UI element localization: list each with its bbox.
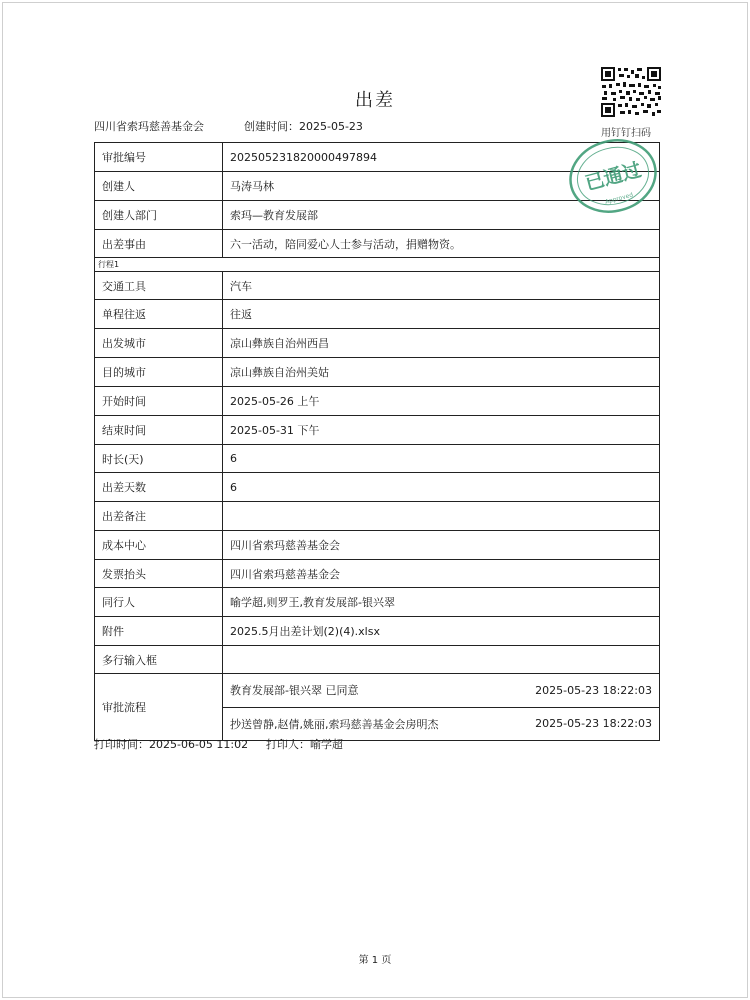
- field-value: [223, 646, 660, 673]
- form-row: [95, 588, 660, 617]
- field-value: 往返: [223, 300, 660, 328]
- approval-step: [223, 707, 659, 741]
- field-value: 六一活动，陪同爱心人士参与活动，捐赠物资。: [223, 230, 660, 257]
- field-value: 凉山彝族自治州西昌: [223, 329, 660, 357]
- created-label: 创建时间：: [244, 120, 299, 133]
- form-row: [95, 387, 660, 416]
- stamp-small-text: Approved: [604, 191, 634, 206]
- print-time-value: 2025-06-05 11:02: [149, 738, 249, 751]
- form-row: [95, 300, 660, 329]
- field-value: 2025.5月出差计划(2)(4).xlsx: [223, 617, 660, 645]
- field-value: [223, 502, 660, 530]
- field-label: 多行输入框: [95, 646, 223, 673]
- form-row: [95, 502, 660, 531]
- printer: [266, 736, 343, 752]
- print-time: [94, 736, 248, 752]
- field-value: 四川省索玛慈善基金会: [223, 560, 660, 587]
- form-row: [95, 230, 660, 258]
- qr-code-icon: [600, 66, 662, 118]
- approval-steps: [223, 674, 660, 740]
- section-label: 行程1: [95, 258, 660, 271]
- approval-step: [223, 674, 659, 707]
- form-row: [95, 646, 660, 674]
- form-row: [95, 560, 660, 588]
- form-row: [95, 272, 660, 300]
- stamp-text: 已通过: [582, 158, 644, 195]
- field-value: 汽车: [223, 272, 660, 299]
- printer-label: 打印人：: [266, 738, 310, 751]
- field-value: 202505231820000497894: [223, 143, 660, 171]
- field-label: 审批编号: [95, 143, 223, 171]
- field-label: 开始时间: [95, 387, 223, 415]
- field-label: 出差天数: [95, 473, 223, 501]
- form-row: [95, 617, 660, 646]
- field-label: 时长(天): [95, 445, 223, 472]
- field-label: 单程往返: [95, 300, 223, 328]
- approval-step-time: 2025-05-23 18:22:03: [535, 683, 652, 697]
- created-date: 2025-05-23: [299, 120, 363, 133]
- field-value: 喻学超,则罗王,教育发展部-银兴翠: [223, 588, 660, 616]
- field-value: 索玛—教育发展部: [223, 201, 660, 229]
- form-row: [95, 445, 660, 473]
- organization-name: 四川省索玛慈善基金会: [94, 120, 204, 133]
- field-label: 创建人部门: [95, 201, 223, 229]
- approval-flow-row: [95, 674, 660, 741]
- approval-flow-label: 审批流程: [95, 674, 223, 740]
- field-value: 2025-05-26 上午: [223, 387, 660, 415]
- field-label: 结束时间: [95, 416, 223, 444]
- field-value: 6: [223, 473, 660, 501]
- page-title: 出差: [355, 90, 395, 111]
- field-value: 2025-05-31 下午: [223, 416, 660, 444]
- field-label: 成本中心: [95, 531, 223, 559]
- section-row: [95, 258, 660, 272]
- print-time-label: 打印时间：: [94, 738, 149, 751]
- form-row: [95, 329, 660, 358]
- field-value: 马涛马林: [223, 172, 660, 200]
- form-row: [95, 358, 660, 387]
- qr-caption: 用钉钉扫码: [601, 128, 651, 139]
- printer-value: 喻学超: [310, 738, 343, 751]
- approval-step-text: 教育发展部-银兴翠 已同意: [230, 684, 359, 698]
- field-value: 凉山彝族自治州美姑: [223, 358, 660, 386]
- field-label: 出差事由: [95, 230, 223, 257]
- approval-form-table: [94, 142, 660, 741]
- approval-step-time: 2025-05-23 18:22:03: [535, 717, 652, 731]
- created-time: [244, 118, 363, 134]
- form-row: [95, 531, 660, 560]
- field-label: 同行人: [95, 588, 223, 616]
- field-label: 出发城市: [95, 329, 223, 357]
- field-label: 创建人: [95, 172, 223, 200]
- field-value: 6: [223, 445, 660, 472]
- field-label: 出差备注: [95, 502, 223, 530]
- field-label: 附件: [95, 617, 223, 645]
- field-label: 交通工具: [95, 272, 223, 299]
- field-label: 目的城市: [95, 358, 223, 386]
- approval-step-text: 抄送曾静,赵倩,姚丽,索玛慈善基金会房明杰: [230, 717, 439, 731]
- field-label: 发票抬头: [95, 560, 223, 587]
- form-row: [95, 473, 660, 502]
- form-row: [95, 416, 660, 445]
- page-number: 第 1 页: [358, 955, 392, 966]
- field-value: 四川省索玛慈善基金会: [223, 531, 660, 559]
